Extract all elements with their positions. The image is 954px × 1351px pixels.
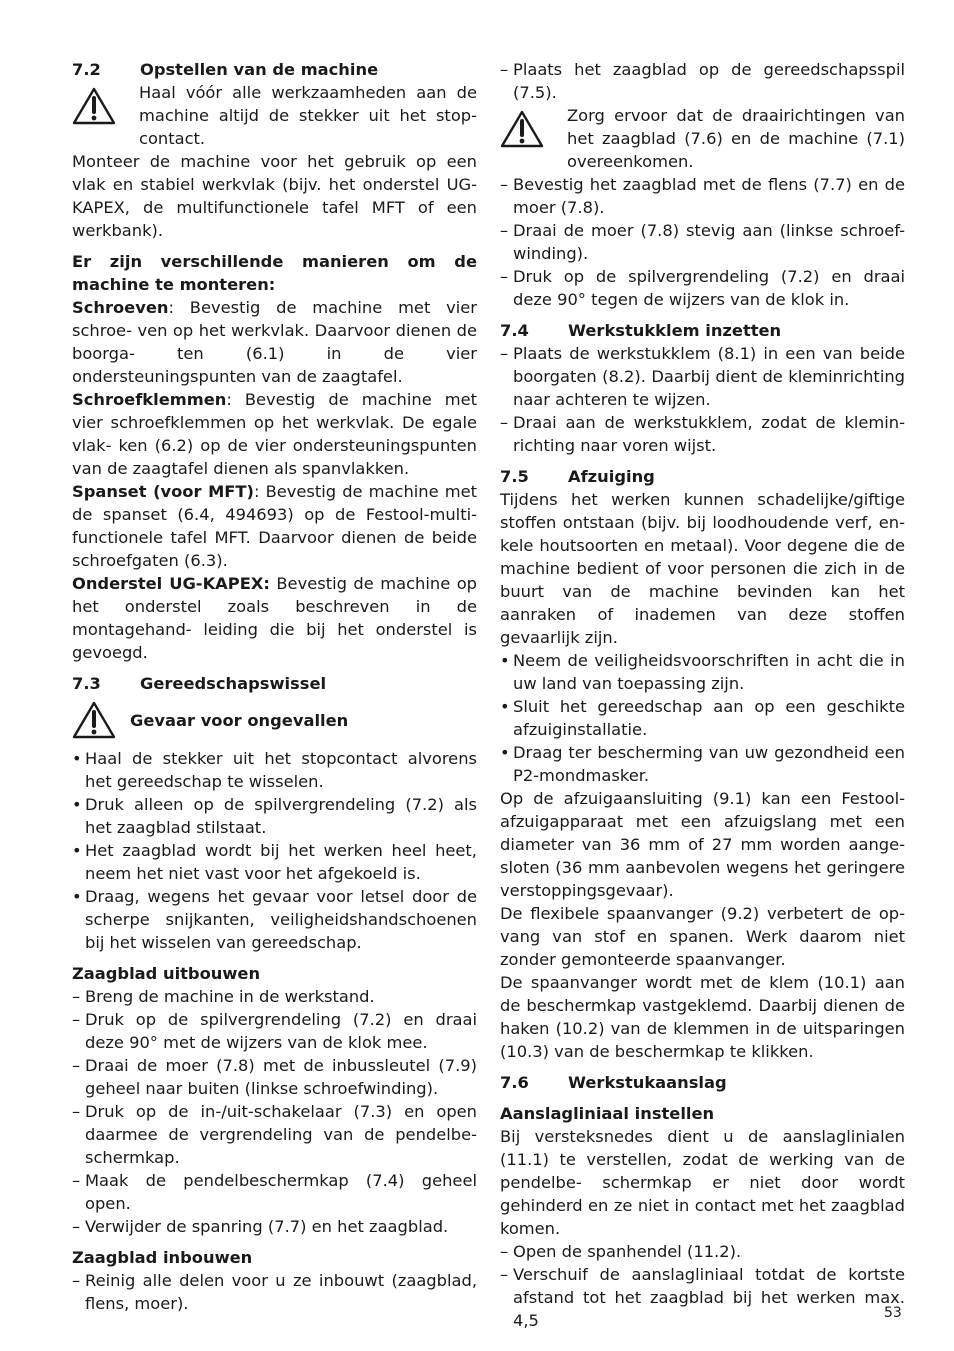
warning-triangle-icon	[72, 701, 116, 739]
option-term: Onderstel UG-KAPEX:	[72, 574, 270, 593]
list-item-text: Sluit het gereedschap aan op een geschikte afzuiginstallatie.	[513, 697, 905, 739]
section-7-3-heading	[72, 672, 477, 695]
paragraph: Bij versteksnedes dient u de aanslaglinialen (11.1) te verstellen, zodat de werking van de pendelbe- schermkap er niet door wordt gehinderd en ze niet in contact met het zaagblad komen.	[500, 1127, 905, 1238]
list-item	[72, 1100, 477, 1169]
dash-marker: –	[500, 344, 509, 363]
list-item-text: Plaats het zaagblad op de gereedschapsspil (7.5).	[513, 60, 905, 102]
dash-marker: –	[500, 1242, 509, 1261]
option-text: Bevestig de machine op het onderstel zoals beschreven in de montagehand- leiding die bij het onderstel is gevoegd.	[72, 574, 477, 662]
section-title: Werkstukklem inzetten	[568, 321, 782, 340]
dash-marker: –	[72, 987, 81, 1006]
paragraph: Monteer de machine voor het gebruik op een vlak en stabiel werkvlak (bijv. het onderstel UG-KAPEX, de multifunctionele tafel MFT of een werkbank).	[72, 152, 477, 240]
section-7-6-heading	[500, 1071, 905, 1094]
section-number: 7.5	[500, 467, 529, 486]
bullet-marker: •	[72, 749, 82, 768]
uitbouwen-step-list	[72, 985, 477, 1238]
list-item	[500, 411, 905, 457]
inbouwen-step-list	[72, 1269, 477, 1315]
list-item-text: Neem de veiligheidsvoorschriften in acht die in uw land van toepassing zijn.	[513, 651, 905, 693]
option-term: Schroeven	[72, 298, 169, 317]
dash-marker: –	[500, 60, 509, 79]
list-item	[500, 695, 905, 741]
dash-marker: –	[72, 1217, 81, 1236]
list-item	[500, 1240, 905, 1263]
section-number: 7.4	[500, 321, 529, 340]
page-number: 53	[884, 1305, 902, 1321]
list-item	[500, 265, 905, 311]
list-item	[500, 649, 905, 695]
dash-marker: –	[500, 413, 509, 432]
section-title: Gereedschapswissel	[140, 674, 327, 693]
section-title: Opstellen van de machine	[140, 60, 379, 79]
list-item-text: Druk op de in-/uit-schakelaar (7.3) en open daarmee de vergrendeling van de pendelbe- schermkap.	[85, 1102, 477, 1167]
list-item-text: Plaats de werkstukklem (8.1) in een van beide boorgaten (8.2). Daarbij dient de kleminrichting naar achteren te wijzen.	[513, 344, 905, 409]
option-text: : Bevestig de machine met vier schroefklemmen op het werkvlak. De egale vlak- ken (6.2) op de vier ondersteuningspunten van de zaagtafel dienen als spanvlakken.	[72, 390, 477, 478]
list-item	[72, 1169, 477, 1215]
warning-block	[72, 701, 477, 739]
paragraph: Op de afzuigaansluiting (9.1) kan een Festool- afzuigapparaat met een afzuigslang met een diameter van 36 mm of 27 mm worden aange- sloten (36 mm aanbevolen wegens het geringere verstoppingsgevaar).	[500, 789, 905, 900]
warning-triangle-icon	[500, 110, 544, 148]
subheading-inbouwen: Zaagblad inbouwen	[72, 1248, 253, 1267]
dash-marker: –	[500, 267, 509, 286]
list-item-text: Bevestig het zaagblad met de flens (7.7) en de moer (7.8).	[513, 175, 905, 217]
subheading-uitbouwen: Zaagblad uitbouwen	[72, 964, 261, 983]
mounting-option-spanset	[72, 480, 477, 572]
dash-marker: –	[500, 175, 509, 194]
list-item	[500, 58, 905, 104]
list-item	[72, 1008, 477, 1054]
option-text: : Bevestig de machine met vier schroe- ven op het werkvlak. Daarvoor dienen de boorga- ten (6.1) in de vier ondersteuningspunten van de zaagtafel.	[72, 298, 477, 386]
section-number: 7.6	[500, 1073, 529, 1092]
list-item	[72, 793, 477, 839]
subheading-aanslagliniaal: Aanslagliniaal instellen	[500, 1104, 715, 1123]
warning-triangle-icon	[72, 87, 116, 125]
right-column	[500, 58, 905, 1332]
list-item-text: Draag, wegens het gevaar voor letsel door de scherpe snijkanten, veiligheidshandschoenen bij het wisselen van gereedschap.	[85, 887, 477, 952]
list-item	[500, 219, 905, 265]
list-item-text: Druk op de spilvergrendeling (7.2) en draai deze 90° met de wijzers van de klok mee.	[85, 1010, 477, 1052]
list-item	[72, 1269, 477, 1315]
list-item	[72, 839, 477, 885]
dash-marker: –	[500, 221, 509, 240]
section-title: Afzuiging	[568, 467, 655, 486]
mounting-option-screws	[72, 296, 477, 388]
list-item	[72, 885, 477, 954]
warning-text: Zorg ervoor dat de draairichtingen van het zaagblad (7.6) en de machine (7.1) overeenkomen.	[567, 106, 905, 171]
safety-bullet-list	[72, 747, 477, 954]
mounting-option-underframe	[72, 572, 477, 664]
paragraph: De spaanvanger wordt met de klem (10.1) aan de beschermkap vastgeklemd. Daarbij dienen de haken (10.2) van de klemmen in de uitsparingen (10.3) van de beschermkap te klikken.	[500, 973, 905, 1061]
option-term: Schroefklemmen	[72, 390, 227, 409]
list-item	[500, 741, 905, 787]
bullet-marker: •	[72, 841, 82, 860]
bullet-marker: •	[500, 743, 510, 762]
list-item-text: Het zaagblad wordt bij het werken heel heet, neem het niet vast voor het afgekoeld is.	[85, 841, 477, 883]
bullet-marker: •	[72, 795, 82, 814]
warning-block	[72, 81, 477, 150]
paragraph: Tijdens het werken kunnen schadelijke/giftige stoffen ontstaan (bijv. bij loodhoudende verf, en- kele houtsoorten en metaal). Voor degene die de machine bedient of voor personen die zich in de buurt van de machine bevinden kan het aanraken of inademen van deze stoffen gevaarlijk zijn.	[500, 490, 905, 647]
dash-marker: –	[72, 1102, 81, 1121]
list-item-text: Draai de moer (7.8) stevig aan (linkse schroef- winding).	[513, 221, 905, 263]
left-column	[72, 58, 477, 1315]
paragraph: De flexibele spaanvanger (9.2) verbetert de op- vang van stof en spanen. Werk daarom niet zonder gemonteerde spaanvanger.	[500, 904, 905, 969]
list-item	[500, 342, 905, 411]
list-item-text: Draai aan de werkstukklem, zodat de klemin- richting naar voren wijst.	[513, 413, 905, 455]
section-7-2-heading	[72, 58, 477, 81]
section-7-5-heading	[500, 465, 905, 488]
list-item-text: Haal de stekker uit het stopcontact alvorens het gereedschap te wisselen.	[85, 749, 477, 791]
section-7-4-heading	[500, 319, 905, 342]
bullet-marker: •	[72, 887, 82, 906]
list-item	[72, 985, 477, 1008]
dash-marker: –	[72, 1271, 81, 1290]
list-item-text: Verwijder de spanring (7.7) en het zaagblad.	[85, 1217, 449, 1236]
section-number: 7.3	[72, 674, 101, 693]
option-text: : Bevestig de machine met de spanset (6.4, 494693) op de Festool-multi- functionele tafel MFT. Daarvoor dienen de beide schroefgaten (6.3).	[72, 482, 477, 570]
list-item	[72, 747, 477, 793]
list-item-text: Draai de moer (7.8) met de inbussleutel (7.9) geheel naar buiten (linkse schroefwinding).	[85, 1056, 477, 1098]
mounting-intro: Er zijn verschillende manieren om de machine te monteren:	[72, 252, 477, 294]
warning-block	[500, 104, 905, 173]
list-item-text: Druk op de spilvergrendeling (7.2) en draai deze 90° tegen de wijzers van de klok in.	[513, 267, 905, 309]
dash-marker: –	[500, 1265, 509, 1284]
dash-marker: –	[72, 1056, 81, 1075]
bullet-marker: •	[500, 697, 510, 716]
bullet-marker: •	[500, 651, 510, 670]
section-title: Werkstukaanslag	[568, 1073, 727, 1092]
list-item	[72, 1054, 477, 1100]
list-item-text: Draag ter bescherming van uw gezondheid een P2-mondmasker.	[513, 743, 905, 785]
section-number: 7.2	[72, 60, 101, 79]
list-item	[500, 173, 905, 219]
list-item-text: Verschuif de aanslagliniaal totdat de kortste afstand tot het zaagblad bij het werken max. 4,5	[513, 1265, 905, 1330]
warning-text: Haal vóór alle werkzaamheden aan de machine altijd de stekker uit het stop- contact.	[139, 83, 477, 148]
warning-text: Gevaar voor ongevallen	[130, 710, 349, 730]
list-item-text: Druk alleen op de spilvergrendeling (7.2) als het zaagblad stilstaat.	[85, 795, 477, 837]
dash-marker: –	[72, 1171, 81, 1190]
list-item-text: Maak de pendelbeschermkap (7.4) geheel open.	[85, 1171, 477, 1213]
list-item	[72, 1215, 477, 1238]
option-term: Spanset (voor MFT)	[72, 482, 254, 501]
list-item	[500, 1263, 905, 1332]
list-item-text: Reinig alle delen voor u ze inbouwt (zaagblad, flens, moer).	[85, 1271, 477, 1313]
list-item-text: Open de spanhendel (11.2).	[513, 1242, 742, 1261]
mounting-option-clamps	[72, 388, 477, 480]
list-item-text: Breng de machine in de werkstand.	[85, 987, 375, 1006]
dash-marker: –	[72, 1010, 81, 1029]
